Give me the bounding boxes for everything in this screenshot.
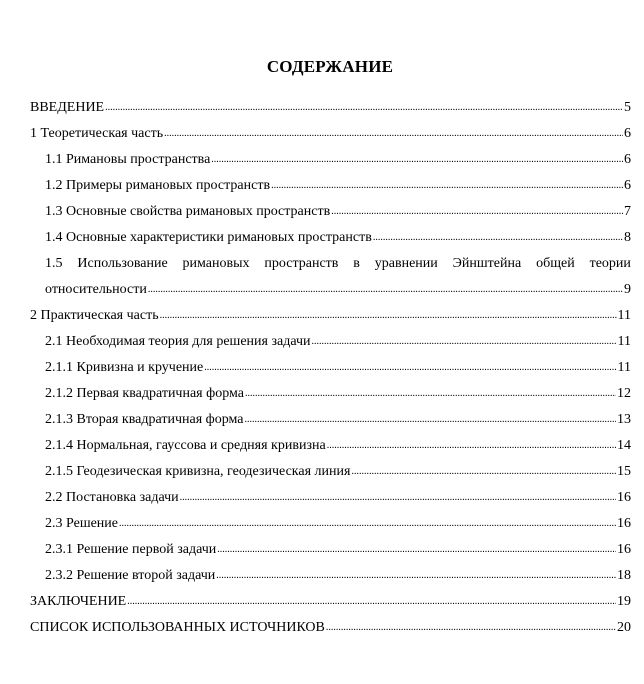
page-title: СОДЕРЖАНИЕ	[266, 57, 394, 76]
toc-entry-2-3-1	[30, 535, 631, 561]
leader-dots	[244, 409, 616, 431]
toc-label: относительности	[45, 282, 147, 297]
toc-page-number: 13	[617, 412, 631, 427]
table-of-contents	[30, 93, 631, 639]
toc-page-number: 14	[617, 438, 631, 453]
toc-label: 2.1.3 Вторая квадратичная форма	[45, 412, 244, 427]
toc-word: теории	[589, 256, 631, 271]
toc-page-number: 8	[624, 230, 631, 245]
leader-dots	[204, 357, 616, 379]
toc-page-number: 6	[624, 178, 631, 193]
toc-page-number: 15	[617, 464, 631, 479]
leader-dots	[216, 565, 616, 587]
toc-page-number: 19	[617, 594, 631, 609]
toc-page-number: 6	[624, 152, 631, 167]
leader-dots	[211, 149, 623, 171]
toc-page-number: 11	[617, 334, 631, 349]
leader-dots	[245, 383, 616, 405]
toc-word: римановых	[182, 256, 250, 271]
leader-dots	[127, 591, 616, 613]
toc-label: 2.3.1 Решение первой задачи	[45, 542, 217, 557]
toc-label: ЗАКЛЮЧЕНИЕ	[30, 594, 127, 609]
leader-dots	[373, 227, 623, 249]
leader-dots	[271, 175, 623, 197]
leader-dots	[160, 305, 617, 327]
toc-label: 2.1 Необходимая теория для решения задачи	[45, 334, 311, 349]
toc-entry-2-1-5	[30, 457, 631, 483]
toc-word: пространств	[264, 256, 339, 271]
toc-entry-chapter-2	[30, 301, 631, 327]
toc-page-number: 16	[617, 490, 631, 505]
toc-entry-2-1-2	[30, 379, 631, 405]
toc-entry-chapter-1	[30, 119, 631, 145]
toc-entry-2-3-2	[30, 561, 631, 587]
toc-page-number: 7	[624, 204, 631, 219]
toc-entry-1-2	[30, 171, 631, 197]
toc-entry-2-1-1	[30, 353, 631, 379]
leader-dots	[331, 201, 623, 223]
toc-word: общей	[536, 256, 575, 271]
toc-label: 1.1 Римановы пространства	[45, 152, 211, 167]
toc-word: в	[353, 256, 360, 271]
leader-dots	[217, 539, 616, 561]
toc-page-number: 20	[617, 620, 631, 635]
toc-page-number: 5	[624, 100, 631, 115]
toc-label: СПИСОК ИСПОЛЬЗОВАННЫХ ИСТОЧНИКОВ	[30, 620, 325, 635]
toc-label: 1.3 Основные свойства римановых пространств	[45, 204, 331, 219]
toc-label: 2.1.1 Кривизна и кручение	[45, 360, 204, 375]
toc-word: Эйнштейна	[452, 256, 522, 271]
leader-dots	[105, 97, 623, 119]
toc-page-number: 11	[617, 360, 631, 375]
toc-entry-1-3	[30, 197, 631, 223]
toc-word: Использование	[77, 256, 168, 271]
leader-dots	[326, 617, 616, 639]
toc-entry-2-3	[30, 509, 631, 535]
toc-entry-2-1-3	[30, 405, 631, 431]
toc-page-number: 6	[624, 126, 631, 141]
toc-entry-1-5-line1	[30, 249, 631, 275]
toc-entry-1-4	[30, 223, 631, 249]
toc-entry-conclusion	[30, 587, 631, 613]
toc-entry-2-2	[30, 483, 631, 509]
leader-dots	[351, 461, 616, 483]
toc-entry-2-1-4	[30, 431, 631, 457]
toc-page-number: 9	[624, 282, 631, 297]
toc-label: 2 Практическая часть	[30, 308, 159, 323]
toc-page-number: 16	[617, 542, 631, 557]
toc-label: 1 Теоретическая часть	[30, 126, 164, 141]
toc-label: 2.1.4 Нормальная, гауссова и средняя кривизна	[45, 438, 326, 453]
toc-page-number: 12	[617, 386, 631, 401]
toc-word: 1.5	[45, 256, 63, 271]
toc-entry-1-1	[30, 145, 631, 171]
leader-dots	[148, 279, 623, 301]
leader-dots	[164, 123, 623, 145]
toc-label: 2.3.2 Решение второй задачи	[45, 568, 216, 583]
toc-label: 1.4 Основные характеристики римановых пространств	[45, 230, 372, 245]
toc-entry-1-5-line2	[30, 275, 631, 301]
leader-dots	[312, 331, 617, 353]
toc-word: уравнении	[374, 256, 438, 271]
leader-dots	[119, 513, 616, 535]
toc-entry-introduction	[30, 93, 631, 119]
toc-label: ВВЕДЕНИЕ	[30, 100, 105, 115]
leader-dots	[327, 435, 616, 457]
toc-label: 2.1.2 Первая квадратичная форма	[45, 386, 244, 401]
toc-entry-2-1	[30, 327, 631, 353]
toc-label: 2.3 Решение	[45, 516, 119, 531]
toc-page-number: 11	[617, 308, 631, 323]
toc-label: 2.2 Постановка задачи	[45, 490, 179, 505]
toc-label: 2.1.5 Геодезическая кривизна, геодезическая линия	[45, 464, 351, 479]
toc-page-number: 18	[617, 568, 631, 583]
toc-page-number: 16	[617, 516, 631, 531]
leader-dots	[180, 487, 616, 509]
toc-label: 1.2 Примеры римановых пространств	[45, 178, 271, 193]
toc-entry-references	[30, 613, 631, 639]
